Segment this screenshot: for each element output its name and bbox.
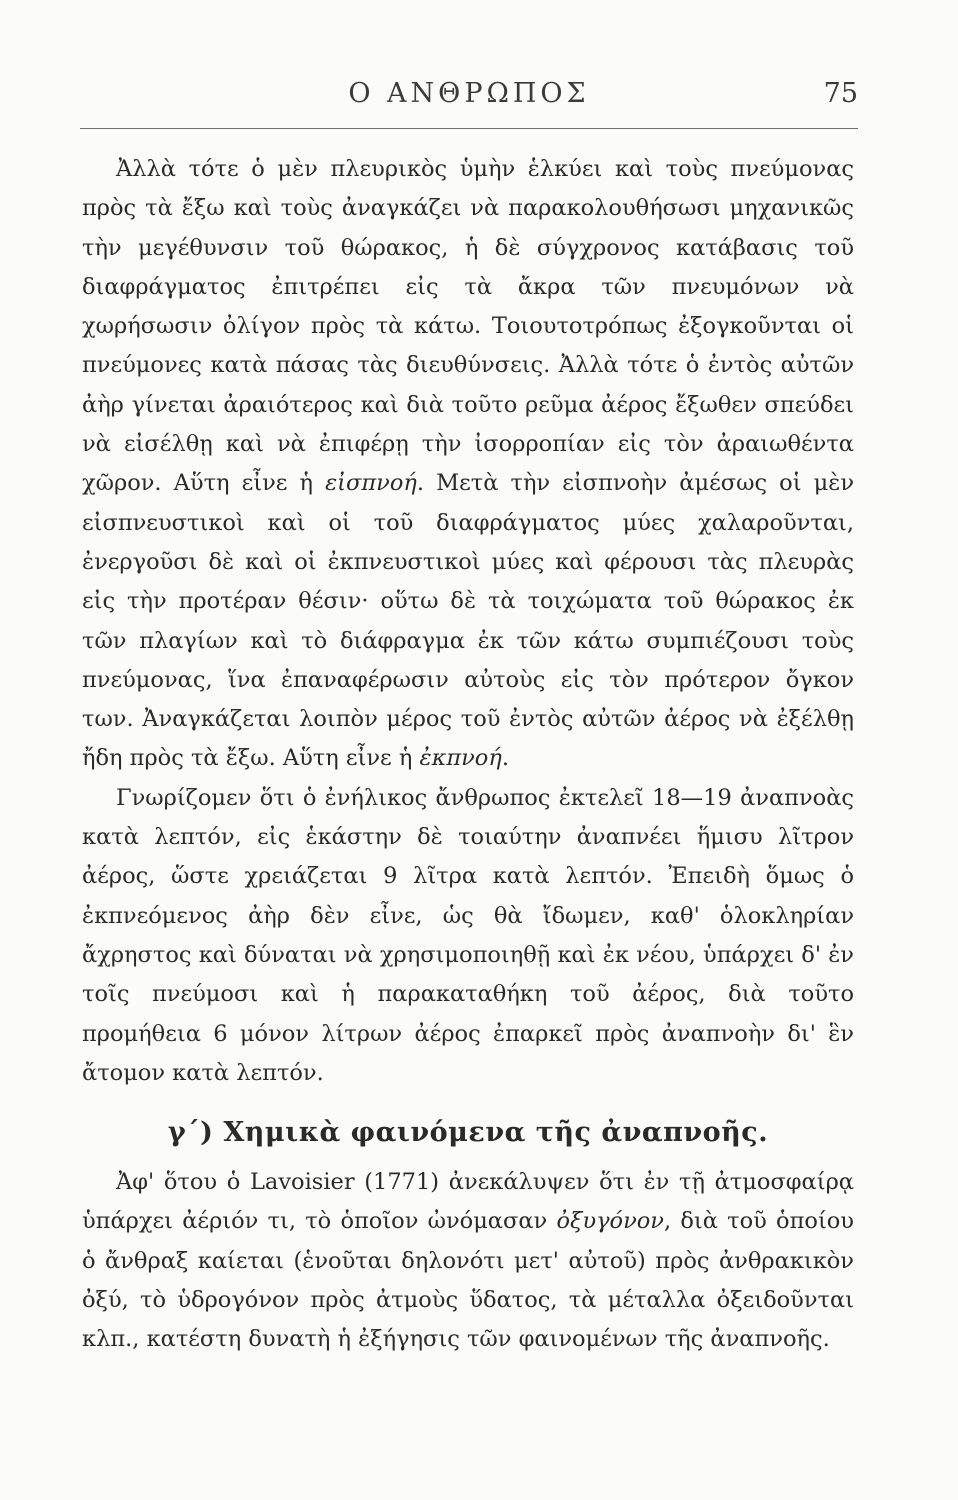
page-body — [82, 150, 854, 1360]
term-exhalation: ἐκπνοή — [419, 745, 502, 772]
term-inhalation: εἰσπνοή — [325, 470, 417, 497]
text-span: , διὰ τοῦ ὁποίου ὁ ἄνθραξ καίεται (ἑνοῦται δηλονότι μετ' αὐτοῦ) πρὸς ἀνθρακικὸν ὀξύ, τὸ ὑδρογόνον πρὸς ἀτμοὺς ὕδατος, τὰ μέταλλα ὀξειδοῦνται κλπ., κατέστη δυνατὴ ἡ ἐξήγησις τῶν φαινομένων τῆς ἀναπνοῆς. — [82, 1208, 854, 1353]
paragraph-breathing-mechanics — [82, 150, 854, 779]
paragraph-chemical-phenomena — [82, 1163, 854, 1359]
paragraph-breathing-rate: Γνωρίζομεν ὅτι ὁ ἐνήλικος ἄνθρωπος ἐκτελεῖ 18—19 ἀναπνοὰς κατὰ λεπτόν, εἰς ἑκάστην δὲ τοιαύτην ἀναπνέει ἥμισυ λῖτρον ἀέρος, ὥστε χρειάζεται 9 λῖτρα κατὰ λεπτόν. Ἐπειδὴ ὅμως ὁ ἐκπνεόμενος ἀὴρ δὲν εἶνε, ὡς θὰ ἴδωμεν, καθ' ὁλοκληρίαν ἄχρηστος καὶ δύναται νὰ χρησιμοποιηθῇ καὶ ἐκ νέου, ὑπάρχει δ' ἐν τοῖς πνεύμοσι καὶ ἡ παρακαταθήκη τοῦ ἀέρος, διὰ τοῦτο προμήθεια 6 μόνον λίτρων ἀέρος ἐπαρκεῖ πρὸς ἀναπνοὴν δι' ἓν ἄτομον κατὰ λεπτόν. — [82, 784, 854, 1086]
text-span: Ἀλλὰ τότε ὁ μὲν πλευρικὸς ὑμὴν ἑλκύει καὶ τοὺς πνεύμονας πρὸς τὰ ἔξω καὶ τοὺς ἀναγκάζει νὰ παρακολουθήσωσι μηχανικῶς τὴν μεγέθυνσιν τοῦ θώρακος, ἡ δὲ σύγχρονος κατάβασις τοῦ διαφράγματος ἐπιτρέπει εἰς τὰ ἄκρα τῶν πνευμόνων νὰ χωρήσωσιν ὀλίγον πρὸς τὰ κάτω. Τοιουτοτρόπως ἐξογκοῦνται οἱ πνεύμονες κατὰ πάσας τὰς διευθύνσεις. Ἀλλὰ τότε ὁ ἐντὸς αὐτῶν ἀὴρ γίνεται ἀραιότερος καὶ διὰ τοῦτο ρεῦμα ἀέρος ἔξωθεν σπεύδει νὰ εἰσέλθῃ καὶ νὰ ἐπιφέρῃ τὴν ἰσορροπίαν εἰς τὸν ἀραιωθέντα χῶρον. Αὕτη εἶνε ἡ — [82, 156, 854, 497]
page-number: 75 — [823, 78, 858, 109]
page-header — [80, 78, 858, 126]
header-rule — [80, 128, 858, 129]
text-span: . — [501, 745, 509, 772]
term-oxygen: ὀξυγόνον — [556, 1208, 664, 1235]
running-title: Ο ΑΝΘΡΩΠΟΣ — [348, 78, 590, 109]
text-span: . Μετὰ τὴν εἰσπνοὴν ἀμέσως οἱ μὲν εἰσπνευστικοὶ καὶ οἱ τοῦ διαφράγματος μύες χαλαροῦνται, ἐνεργοῦσι δὲ καὶ οἱ ἐκπνευστικοὶ μύες καὶ φέρουσι τὰς πλευρὰς εἰς τὴν προτέραν θέσιν· οὕτω δὲ τὰ τοιχώματα τοῦ θώρακος ἐκ τῶν πλαγίων καὶ τὸ διάφραγμα ἐκ τῶν κάτω συμπιέζουσι τοὺς πνεύμονας, ἵνα ἐπαναφέρωσιν αὐτοὺς εἰς τὸν πρότερον ὄγκον των. Ἀναγκάζεται λοιπὸν μέρος τοῦ ἐντὸς αὐτῶν ἀέρος νὰ ἐξέλθῃ ἤδη πρὸς τὰ ἔξω. Αὕτη εἶνε ἡ — [82, 470, 854, 772]
section-heading: γ΄) Χημικὰ φαινόμενα τῆς ἀναπνοῆς. — [167, 1117, 769, 1149]
text-span: Ἀφ' ὅτου ὁ Lavoisier (1771) ἀνεκάλυψεν ὅτι ἐν τῇ ἀτμοσφαίρᾳ ὑπάρχει ἀέριόν τι, τὸ ὁποῖον ὠνόμασαν — [82, 1169, 854, 1235]
